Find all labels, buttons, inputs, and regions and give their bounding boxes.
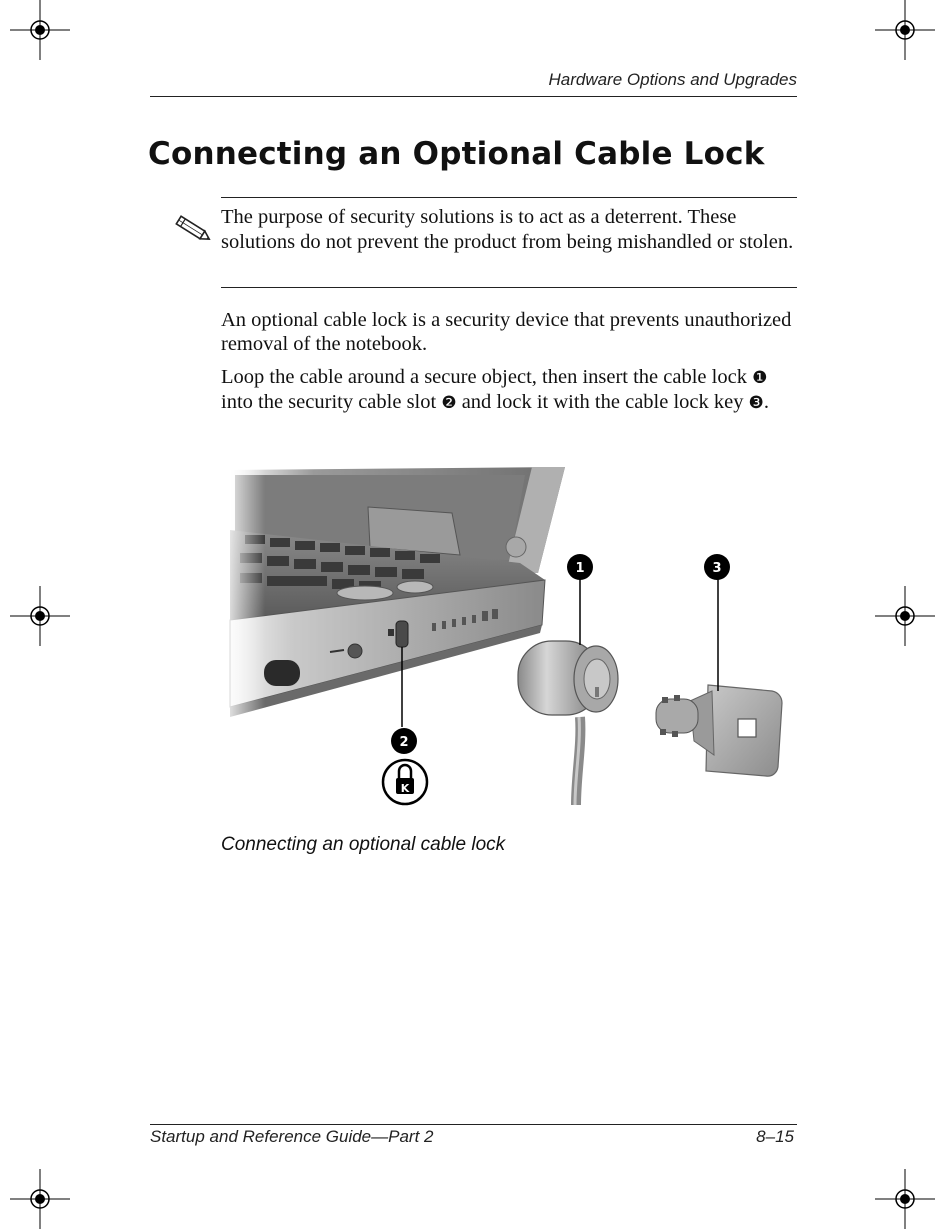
header-rule — [150, 96, 797, 97]
cable-lock-illustration — [220, 455, 800, 825]
footer-rule — [150, 1124, 797, 1125]
page-title: Connecting an Optional Cable Lock — [148, 136, 765, 172]
instruction-text: . — [763, 390, 769, 413]
svg-text:K: K — [400, 782, 410, 795]
pencil-note-icon — [170, 212, 214, 246]
registration-mark-icon — [10, 0, 70, 60]
note-rule-bottom — [221, 287, 797, 288]
callout-ref-2: ❷ — [441, 392, 457, 413]
footer-page-number: 8–15 — [756, 1127, 794, 1146]
running-header: Hardware Options and Upgrades — [548, 70, 797, 89]
callout-2-label: 2 — [399, 735, 409, 750]
instruction-text: and lock it with the cable lock key — [456, 390, 749, 413]
footer-book-title: Startup and Reference Guide—Part 2 — [150, 1127, 434, 1146]
instruction-text: Loop the cable around a secure object, then insert the cable lock — [221, 366, 753, 388]
note-rule-top — [221, 197, 797, 198]
registration-mark-icon — [10, 586, 70, 646]
registration-mark-icon — [875, 0, 935, 60]
body-paragraph-instructions — [221, 366, 797, 415]
callout-1-label: 1 — [575, 561, 585, 576]
callout-ref-1: ❶ — [752, 368, 768, 388]
registration-mark-icon — [10, 1169, 70, 1229]
instruction-text: into the security cable slot — [221, 390, 442, 413]
figure-caption: Connecting an optional cable lock — [221, 834, 506, 855]
callout-ref-3: ❸ — [748, 392, 764, 413]
registration-mark-icon — [875, 1169, 935, 1229]
callout-3-label: 3 — [712, 561, 722, 576]
registration-mark-icon — [875, 586, 935, 646]
body-paragraph: An optional cable lock is a security device that prevents unauthorized removal of the notebook. — [221, 309, 792, 355]
note-text: The purpose of security solutions is to act as a deterrent. These solutions do not prevent the product from being mishandled or stolen. — [221, 206, 794, 253]
